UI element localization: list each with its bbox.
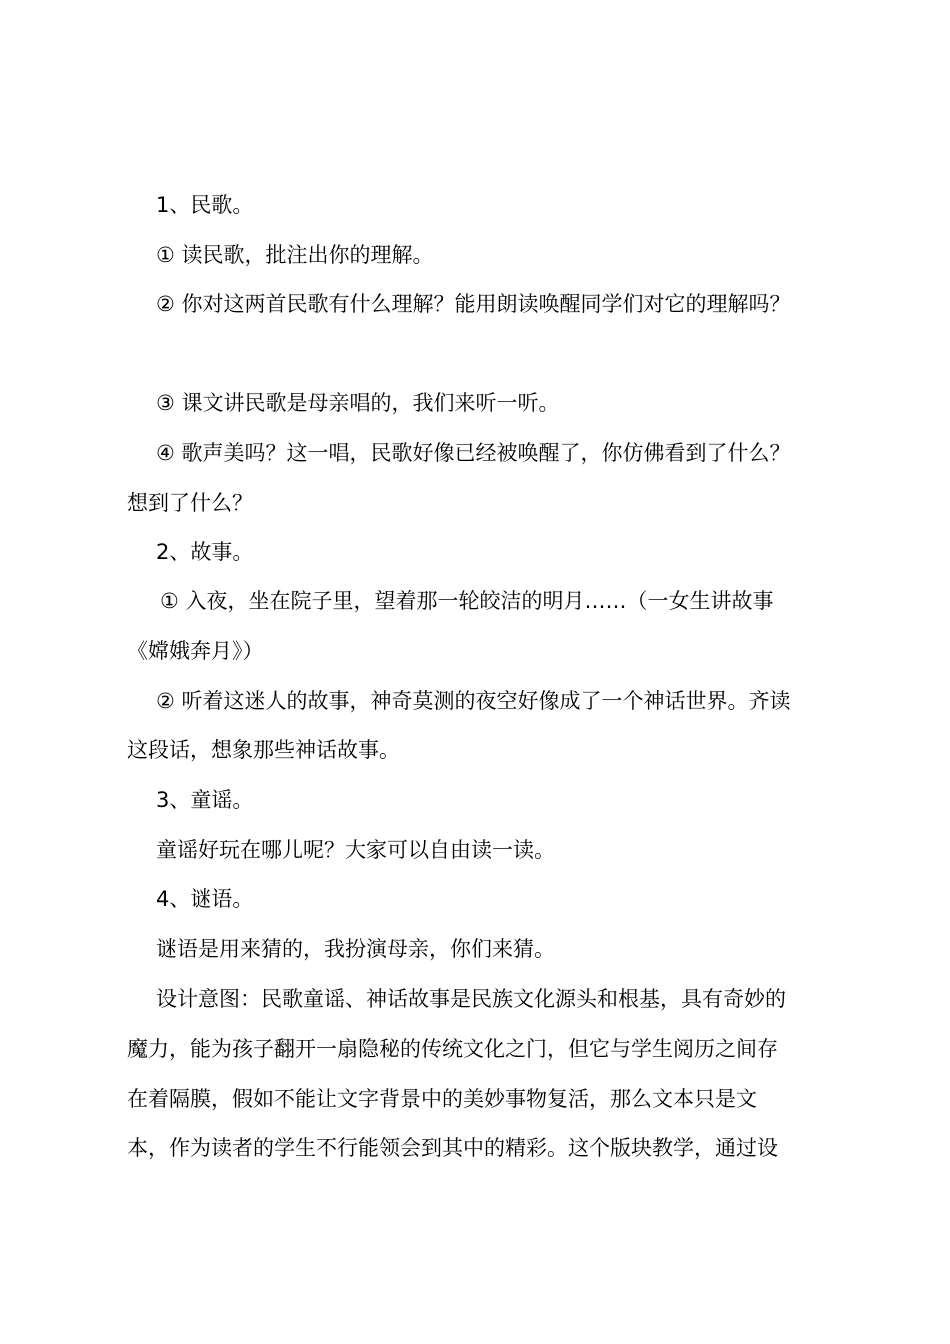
paragraph-line: 《嫦娥奔月》） xyxy=(127,639,264,663)
list-item: ③ 课文讲民歌是母亲唱的，我们来听一听。 xyxy=(156,391,560,415)
section-heading-nursery-rhyme: 3、童谣。 xyxy=(156,788,254,812)
list-item: ② 听着这迷人的故事，神奇莫测的夜空好像成了一个神话世界。齐读 xyxy=(156,689,791,713)
design-intent-line: 设计意图：民歌童谣、神话故事是民族文化源头和根基，具有奇妙的 xyxy=(156,987,786,1011)
section-heading-story: 2、故事。 xyxy=(156,540,254,564)
list-item: ① 读民歌，批注出你的理解。 xyxy=(156,243,434,267)
paragraph-line: 在着隔膜，假如不能让文字背景中的美妙事物复活，那么文本只是文 xyxy=(127,1087,757,1111)
paragraph-line: 想到了什么？ xyxy=(127,491,253,515)
paragraph-line: 这段话，想象那些神话故事。 xyxy=(127,738,400,762)
paragraph-line: 魔力，能为孩子翻开一扇隐秘的传统文化之门，但它与学生阅历之间存 xyxy=(127,1037,778,1061)
list-item: ① 入夜，坐在院子里，望着那一轮皎洁的明月……（一女生讲故事 xyxy=(160,589,774,613)
paragraph-line: 谜语是用来猜的，我扮演母亲，你们来猜。 xyxy=(156,937,555,961)
list-item: ④ 歌声美吗？这一唱，民歌好像已经被唤醒了，你仿佛看到了什么？ xyxy=(156,441,791,465)
paragraph-line: 本，作为读者的学生不行能领会到其中的精彩。这个版块教学，通过设 xyxy=(127,1136,778,1160)
section-heading-riddle: 4、谜语。 xyxy=(156,887,254,911)
list-item: ② 你对这两首民歌有什么理解？能用朗读唤醒同学们对它的理解吗？ xyxy=(156,292,791,316)
section-heading-folk-songs: 1、民歌。 xyxy=(156,193,254,217)
paragraph-line: 童谣好玩在哪儿呢？大家可以自由读一读。 xyxy=(156,838,555,862)
